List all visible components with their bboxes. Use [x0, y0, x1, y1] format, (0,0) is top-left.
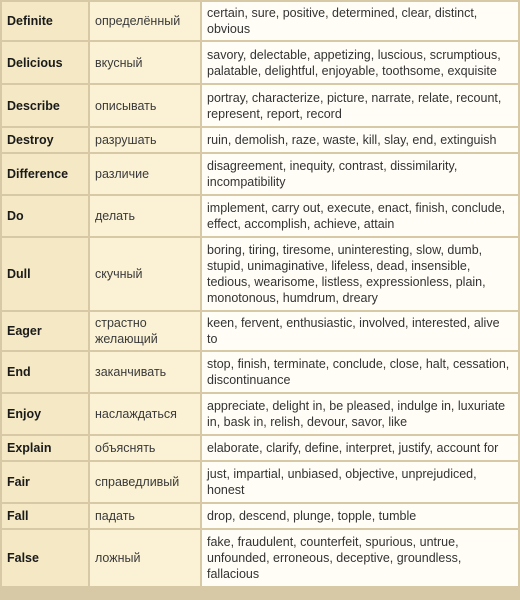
translation-cell: определённый: [90, 2, 200, 40]
synonyms-cell: keen, fervent, enthusiastic, involved, interested, alive to: [202, 312, 518, 350]
translation-cell: разрушать: [90, 128, 200, 152]
synonyms-cell: certain, sure, positive, determined, clear, distinct, obvious: [202, 2, 518, 40]
translation-cell: вкусный: [90, 42, 200, 83]
table-row: [2, 2, 518, 40]
table-row: [2, 462, 518, 502]
translation-cell: заканчивать: [90, 352, 200, 392]
synonyms-cell: elaborate, clarify, define, interpret, justify, account for: [202, 436, 518, 460]
table-row: [2, 238, 518, 310]
table-row: [2, 85, 518, 126]
synonyms-cell: stop, finish, terminate, conclude, close, halt, cessation, discontinuance: [202, 352, 518, 392]
table-row: [2, 154, 518, 194]
word-cell: Fall: [2, 504, 88, 528]
word-cell: Difference: [2, 154, 88, 194]
synonyms-cell: boring, tiring, tiresome, uninteresting, slow, dumb, stupid, unimaginative, lifeless, dead, insensible, tedious, wearisome, listless, expressionless, plain, monotonous, humdrum, dreary: [202, 238, 518, 310]
word-cell: False: [2, 530, 88, 586]
word-cell: Definite: [2, 2, 88, 40]
table-row: [2, 504, 518, 528]
word-cell: Do: [2, 196, 88, 236]
translation-cell: скучный: [90, 238, 200, 310]
translation-cell: ложный: [90, 530, 200, 586]
word-cell: Enjoy: [2, 394, 88, 434]
synonyms-cell: ruin, demolish, raze, waste, kill, slay, end, extinguish: [202, 128, 518, 152]
table-row: [2, 352, 518, 392]
translation-cell: справедливый: [90, 462, 200, 502]
word-cell: Explain: [2, 436, 88, 460]
synonyms-cell: drop, descend, plunge, topple, tumble: [202, 504, 518, 528]
table-row: [2, 42, 518, 83]
synonyms-cell: implement, carry out, execute, enact, finish, conclude, effect, accomplish, achieve, attain: [202, 196, 518, 236]
synonyms-cell: disagreement, inequity, contrast, dissimilarity, incompatibility: [202, 154, 518, 194]
translation-cell: наслаждаться: [90, 394, 200, 434]
synonyms-cell: portray, characterize, picture, narrate, relate, recount, represent, report, record: [202, 85, 518, 126]
translation-cell: падать: [90, 504, 200, 528]
table-row: [2, 128, 518, 152]
translation-cell: различие: [90, 154, 200, 194]
word-cell: Destroy: [2, 128, 88, 152]
table-row: [2, 436, 518, 460]
translation-cell: делать: [90, 196, 200, 236]
table-row: [2, 394, 518, 434]
word-cell: Dull: [2, 238, 88, 310]
translation-cell: объяснять: [90, 436, 200, 460]
table-row: [2, 312, 518, 350]
synonyms-cell: just, impartial, unbiased, objective, unprejudiced, honest: [202, 462, 518, 502]
word-cell: Describe: [2, 85, 88, 126]
word-cell: Fair: [2, 462, 88, 502]
translation-cell: страстно желающий: [90, 312, 200, 350]
synonyms-cell: fake, fraudulent, counterfeit, spurious, untrue, unfounded, erroneous, deceptive, groundless, fallacious: [202, 530, 518, 586]
synonyms-cell: savory, delectable, appetizing, luscious, scrumptious, palatable, delightful, enjoyable, toothsome, exquisite: [202, 42, 518, 83]
table-row: [2, 196, 518, 236]
translation-cell: описывать: [90, 85, 200, 126]
synonyms-cell: appreciate, delight in, be pleased, indulge in, luxuriate in, bask in, relish, devour, savor, like: [202, 394, 518, 434]
word-cell: Delicious: [2, 42, 88, 83]
word-cell: Eager: [2, 312, 88, 350]
table-row: [2, 530, 518, 586]
word-cell: End: [2, 352, 88, 392]
